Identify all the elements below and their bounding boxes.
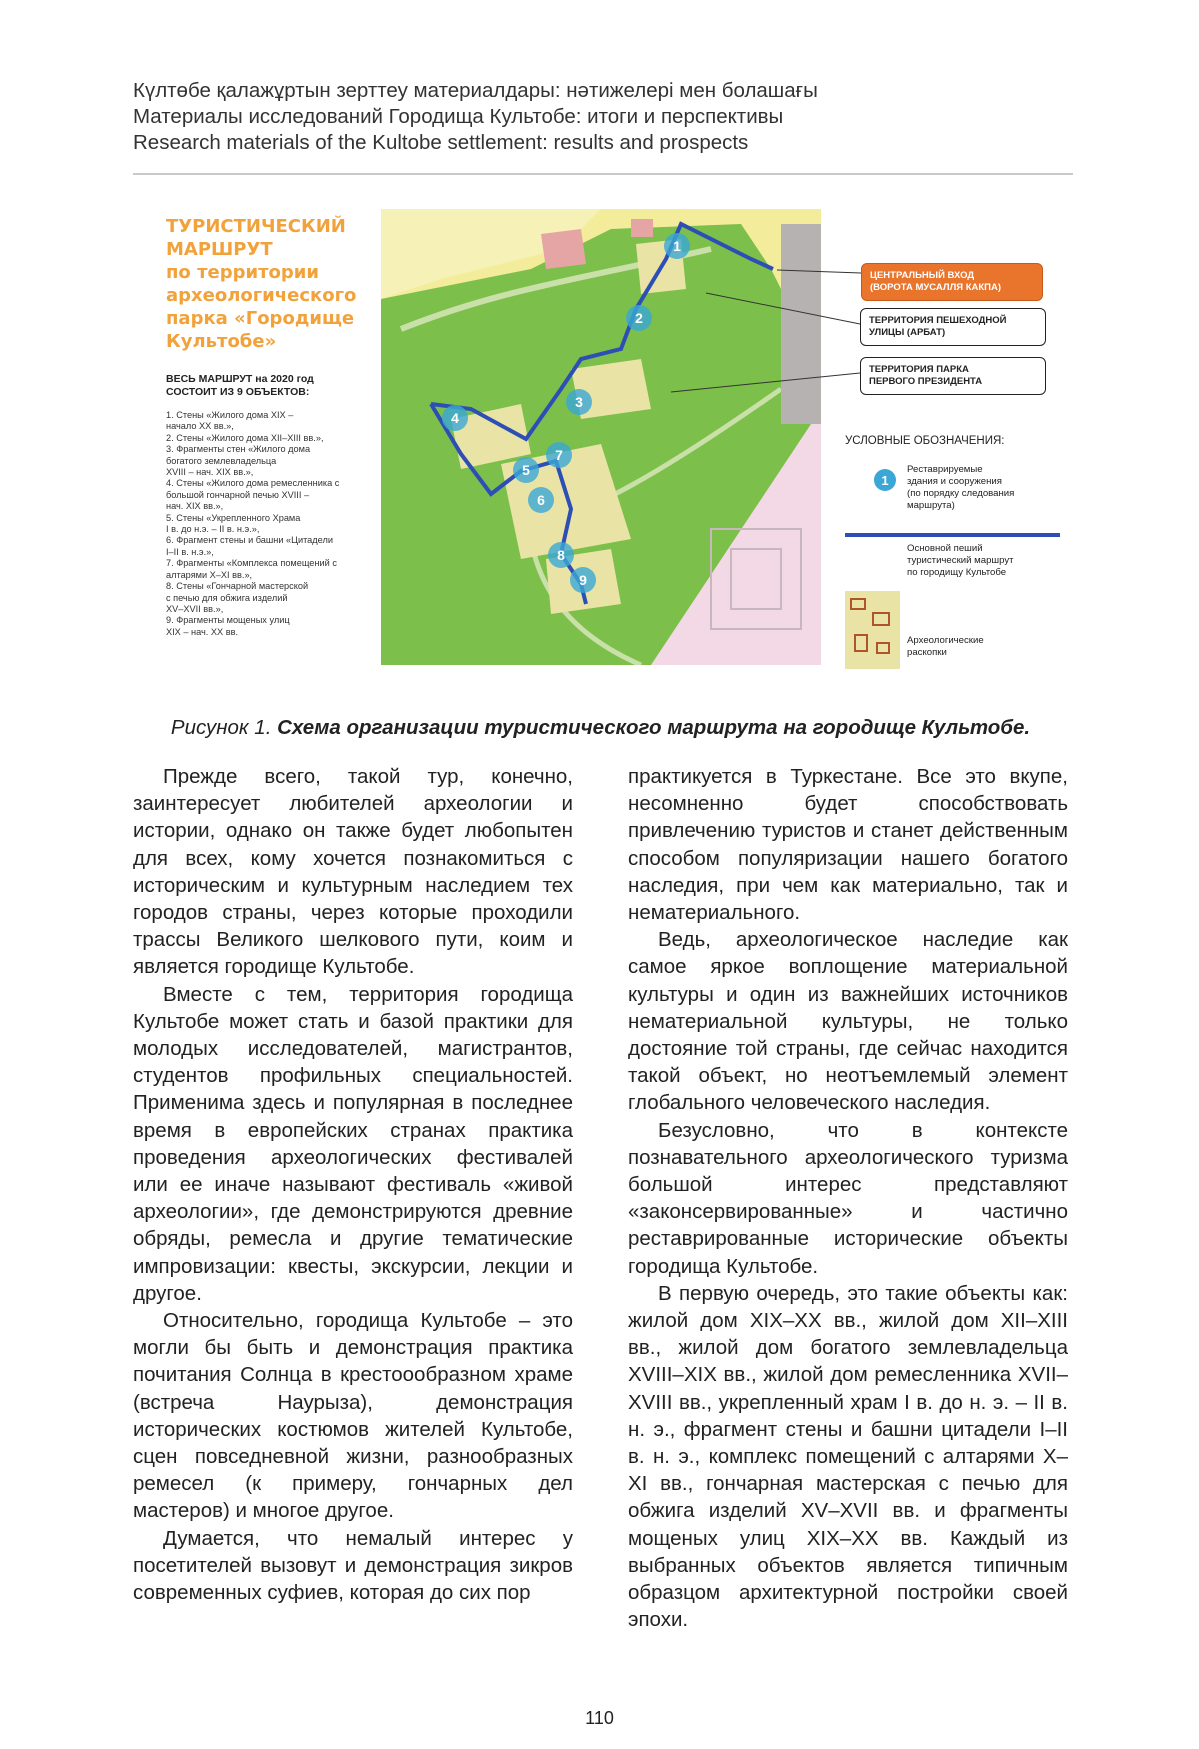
list-item: 1. Стены «Жилого дома XIX – начало XX вв.», <box>166 410 294 432</box>
excavation-icon <box>845 591 900 669</box>
caption-title: Схема организации туристического маршрута на городище Культобе. <box>277 716 1031 739</box>
paragraph: Прежде всего, такой тур, конечно, заинтересует любителей археологии и истории, однако он также будет любопытен для всех, кому хочется познакомиться с историческим и культурным наследием тех городов страны, через которые проходили трассы Великого шелкового пути, коим и является городище Культобе. <box>133 765 573 979</box>
caption-prefix: Рисунок 1. <box>170 716 278 739</box>
svg-text:3: 3 <box>575 394 583 410</box>
marker-icon <box>873 468 897 492</box>
header-divider <box>133 173 1073 175</box>
header-english: Research materials of the Kultobe settlement: results and prospects <box>133 131 749 154</box>
paragraph: В первую очередь, это такие объекты как: жилой дом XIX–XX вв., жилой дом XII–XIII вв., жилой дом богатого землевладельца XVIII–XIX вв., жилой дом ремесленника XVII–XVIII вв., укрепленный храм I в. до н. э. – II в. н. э., фрагмент стены и башни цитадели I–II в. н. э., комплекс помещений с алтарями X–XI вв., гончарная мастерская с печью для обжига изделий XV–XVII вв. и фрагменты мощеных улиц XIX–XX вв. Каждый из выбранных объектов является типичным образцом архитектурной постройки своей эпохи. <box>628 1281 1068 1632</box>
svg-text:1: 1 <box>673 238 681 254</box>
legend-title: УСЛОВНЫЕ ОБОЗНАЧЕНИЯ: <box>845 435 1005 447</box>
route-figure <box>131 207 1066 695</box>
list-item: 2. Стены «Жилого дома XII–XIII вв.», <box>166 432 324 443</box>
header-kazakh: Күлтөбе қалажұртын зерттеу материалдары: нәтижелері мен болашағы <box>133 79 818 102</box>
legend-route-text: Основной пеший туристический маршрут по городищу Культобе <box>907 543 1014 578</box>
paragraph: Думается, что немалый интерес у посетителей вызовут и демонстрация зикров современных суфиев, которая до сих пор <box>133 1526 573 1605</box>
figure-caption <box>133 716 1068 740</box>
figure-count-text: ВЕСЬ МАРШРУТ на 2020 год СОСТОИТ ИЗ 9 ОБЪЕКТОВ: <box>166 373 314 398</box>
list-item: 5. Стены «Укрепленного Храма I в. до н.э. – II в. н.э.», <box>166 512 301 535</box>
park-callout: ТЕРРИТОРИЯ ПАРКА ПЕРВОГО ПРЕЗИДЕНТА <box>860 357 1046 395</box>
legend-restored-text: Реставрируемые здания и сооружения (по порядку следования маршрута) <box>907 464 1015 511</box>
figure-title: ТУРИСТИЧЕСКИЙ МАРШРУТ по территории археологического парка «Городище Культобе» <box>166 216 357 352</box>
paragraph: практикуется в Туркестане. Все это вкупе, несомненно будет способствовать привлечению туристов и станет действенным способом популяризации нашего богатого наследия, при чем как материально, так и нематериального. <box>628 765 1068 925</box>
list-item: 8. Стены «Гончарной мастерской с печью для обжига изделий XV–XVII вв.», <box>166 581 309 614</box>
paragraph: Вместе с тем, территория городища Культобе может стать и базой практики для молодых исследователей, магистрантов, студентов профильных специальностей. Применима здесь и популярная в последнее время в европейских странах практика проведения археологических фестивалей или ее иначе называют фестиваль «живой археологии», где демонстрируются древние обряды, ремесла и другие тематические импровизации: квесты, экскурсии, лекции и другое. <box>133 982 573 1305</box>
legend-restored <box>845 464 1060 516</box>
running-header <box>133 78 1073 156</box>
svg-text:9: 9 <box>579 572 587 588</box>
legend-excavations-text: Археологические раскопки <box>907 635 984 658</box>
pedestrian-street-callout: ТЕРРИТОРИЯ ПЕШЕХОДНОЙ УЛИЦЫ (АРБАТ) <box>860 308 1046 346</box>
paragraph: Ведь, археологическое наследие как самое яркое воплощение материальной культуры и один из важнейших источников нематериальной культуры, не только достояние той страны, где сейчас находится такой объект, но неотъемлемый элемент глобального человеческого наследия. <box>628 928 1068 1115</box>
list-item: 7. Фрагменты «Комплекса помещений с алтарями X–XI вв.», <box>166 558 337 580</box>
page-number: 110 <box>585 1708 614 1728</box>
legend-route <box>845 533 1060 578</box>
svg-text:7: 7 <box>555 447 563 463</box>
svg-text:6: 6 <box>537 492 545 508</box>
svg-text:5: 5 <box>522 462 530 478</box>
central-entrance-callout: ЦЕНТРАЛЬНЫЙ ВХОД (ВОРОТА МУСАЛЛЯ КАКПА) <box>861 263 1043 301</box>
svg-text:4: 4 <box>451 410 459 426</box>
svg-text:1: 1 <box>881 473 889 488</box>
header-russian: Материалы исследований Городища Культобе: итоги и перспективы <box>133 105 784 128</box>
list-item: 9. Фрагменты мощеных улиц XIX – нач. XX вв. <box>166 615 290 637</box>
svg-text:2: 2 <box>635 310 643 326</box>
list-item: 6. Фрагмент стены и башни «Цитадели I–II в. н.э.», <box>166 535 333 557</box>
right-column <box>628 763 1068 1634</box>
paragraph: Относительно, городища Культобе – это могли бы быть и демонстрация практика почитания Солнца в крестоообразном храме (встреча Наурыза), демонстрация исторических костюмов жителей Культобе, сцен повседневной жизни, разнообразных ремесел (к примеру, гончарных дел мастеров) и многое другое. <box>133 1309 573 1523</box>
left-column <box>133 763 573 1606</box>
svg-text:8: 8 <box>557 547 565 563</box>
list-item: 4. Стены «Жилого дома ремесленника с большой гончарной печью XVIII – нач. XIX вв.», <box>166 478 340 512</box>
paragraph: Безусловно, что в контексте познавательного археологического туризма большой интерес представляют «законсервированные» и частично реставрированные исторические объекты городища Культобе. <box>628 1118 1068 1278</box>
legend-excavations <box>845 591 1060 681</box>
route-line-icon <box>845 533 1060 539</box>
list-item: 3. Фрагменты стен «Жилого дома богатого землевладельца XVIII – нач. XIX вв.», <box>166 444 311 478</box>
